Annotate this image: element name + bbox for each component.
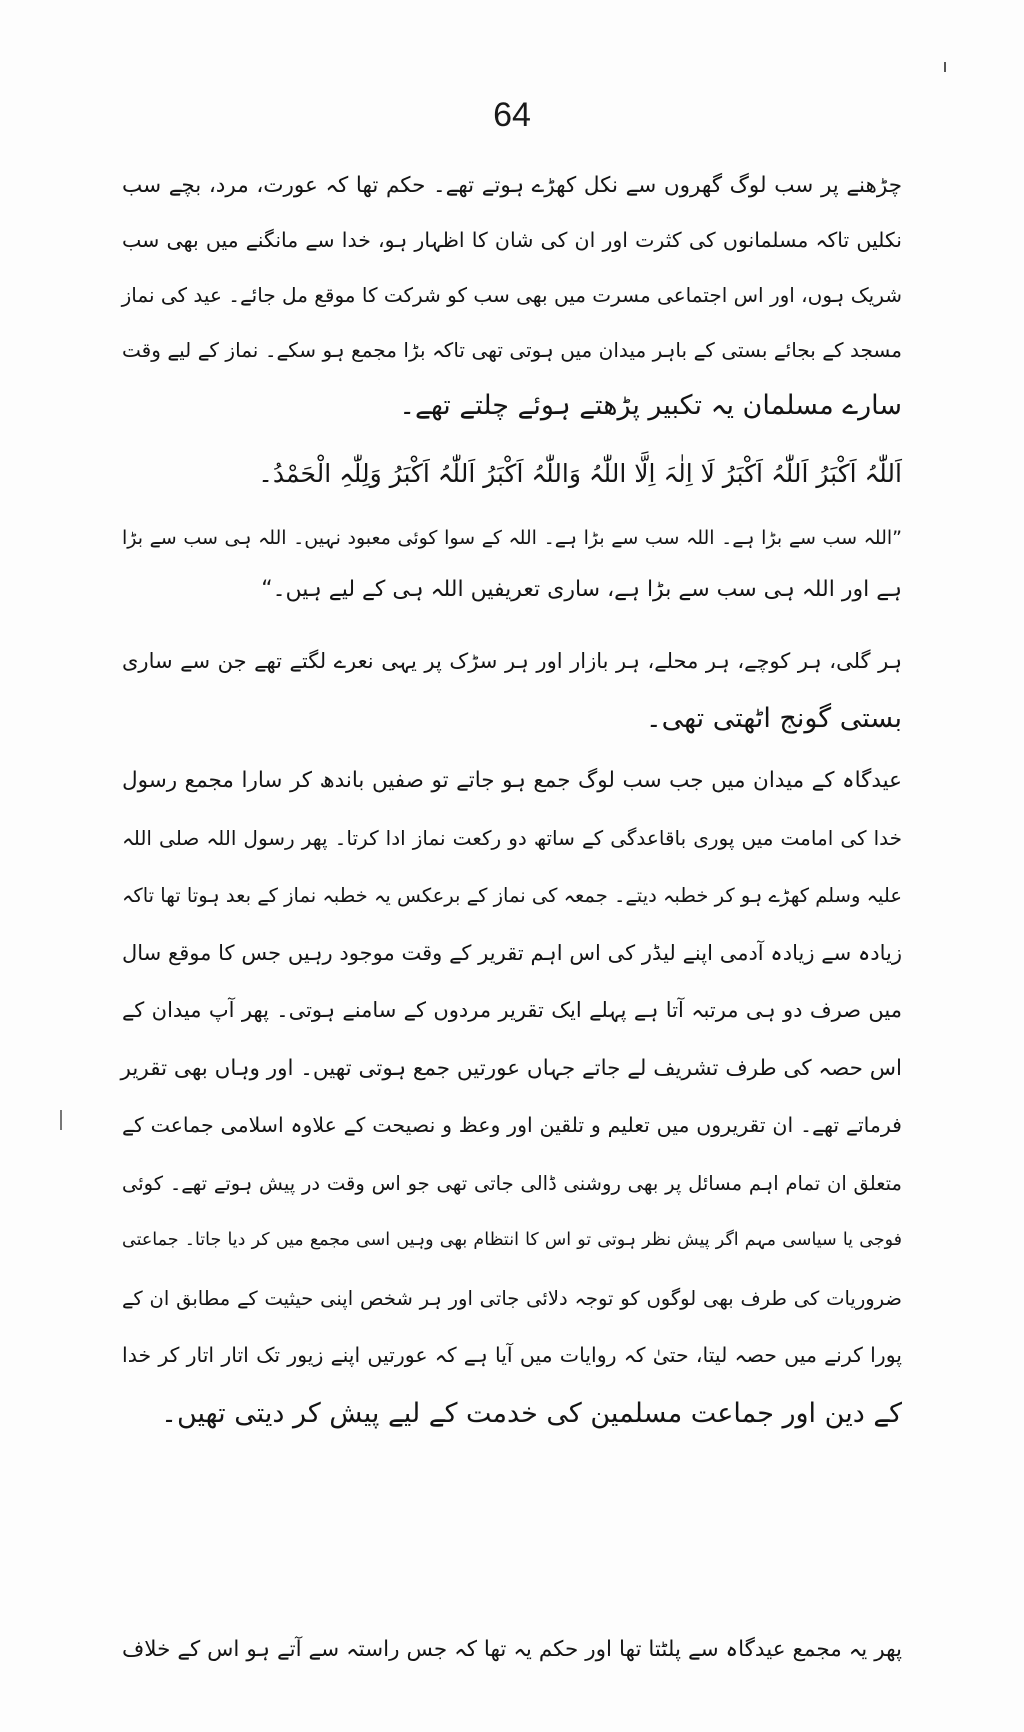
text-line: علیہ وسلم کھڑے ہو کر خطبہ دیتے۔ جمعہ کی نماز کے برعکس یہ خطبہ نماز کے بعد ہوتا تھا تاکہ	[122, 884, 902, 907]
text-line: سارے مسلمان یہ تکبیر پڑھتے ہوئے چلتے تھے۔	[399, 390, 902, 421]
paragraph-1	[122, 158, 902, 433]
text-line: مسجد کے بجائے بستی کے باہر میدان میں ہوتی تھی تاکہ بڑا مجمع ہو سکے۔ نماز کے لیے وقت	[122, 338, 902, 362]
paragraph-2	[122, 632, 902, 748]
takbir-translation	[122, 512, 902, 616]
paragraph-3	[122, 752, 902, 1442]
text-line: پورا کرنے میں حصہ لیتا، حتیٰ کہ روایات میں آیا ہے کہ عورتیں اپنے زیور تک اتار اتار کر خدا	[122, 1343, 902, 1367]
text-line: ہر گلی، ہر کوچے، ہر محلے، ہر بازار اور ہر سڑک پر یہی نعرے لگتے تھے جن سے ساری	[122, 649, 902, 673]
text-line: میں صرف دو ہی مرتبہ آتا ہے پہلے ایک تقریر مردوں کے سامنے ہوتی۔ پھر آپ میدان کے	[122, 998, 902, 1022]
text-line: عیدگاہ کے میدان میں جب سب لوگ جمع ہو جاتے تو صفیں باندھ کر سارا مجمع رسول	[122, 768, 902, 793]
text-line: کے دین اور جماعت مسلمین کی خدمت کے لیے پیش کر دیتی تھیں۔	[161, 1397, 902, 1429]
paragraph-4	[122, 1622, 902, 1677]
text-line: ہے اور اللہ ہی سب سے بڑا ہے، ساری تعریفیں اللہ ہی کے لیے ہیں۔“	[261, 577, 902, 602]
text-line: بستی گونج اٹھتی تھی۔	[645, 703, 902, 734]
text-line: شریک ہوں، اور اس اجتماعی مسرت میں بھی سب کو شرکت کا موقع مل جائے۔ عید کی نماز	[121, 283, 902, 307]
text-line: متعلق ان تمام اہم مسائل پر بھی روشنی ڈالی جاتی تھی جو اس وقت در پیش ہوتے تھے۔ کوئی	[122, 1171, 902, 1195]
text-line: نکلیں تاکہ مسلمانوں کی کثرت اور ان کی شان کا اظہار ہو، خدا سے مانگنے میں بھی سب	[122, 228, 902, 252]
text-line: پھر یہ مجمع عیدگاہ سے پلٹتا تھا اور حکم یہ تھا کہ جس راستہ سے آتے ہو اس کے خلاف	[122, 1637, 902, 1662]
text-line: خدا کی امامت میں پوری باقاعدگی کے ساتھ دو رکعت نماز ادا کرتا۔ پھر رسول اللہ صلی اللہ	[122, 825, 902, 850]
page-number: 64	[493, 96, 531, 134]
text-line: فوجی یا سیاسی مہم اگر پیش نظر ہوتی تو اس کا انتظام بھی وہیں اسی مجمع میں کر دیا جاتا۔ جماعتی	[122, 1230, 902, 1250]
takbir-arabic: اَللّٰہُ اَکْبَرُ اَللّٰہُ اَکْبَرُ لَا اِلٰہَ اِلَّا اللّٰہُ وَاللّٰہُ اَکْبَرُ اَللّٰہُ اَکْبَرُ وَلِلّٰہِ الْحَمْدُ۔	[258, 459, 902, 488]
scan-mark	[944, 62, 946, 72]
scan-mark	[60, 1110, 62, 1130]
text-line: ”اللہ سب سے بڑا ہے۔ اللہ سب سے بڑا ہے۔ اللہ کے سوا کوئی معبود نہیں۔ اللہ ہی سب سے بڑا	[122, 527, 902, 549]
text-line: فرماتے تھے۔ ان تقریروں میں تعلیم و تلقین اور وعظ و نصیحت کے علاوہ اسلامی جماعت کے	[122, 1113, 902, 1137]
text-line: ضروریات کی طرف بھی لوگوں کو توجہ دلائی جاتی اور ہر شخص اپنی حیثیت کے مطابق ان کے	[122, 1286, 902, 1310]
text-line: اس حصہ کی طرف تشریف لے جاتے جہاں عورتیں جمع ہوتی تھیں۔ اور وہاں بھی تقریر	[120, 1055, 902, 1081]
text-line: چڑھنے پر سب لوگ گھروں سے نکل کھڑے ہوتے تھے۔ حکم تھا کہ عورت، مرد، بچے سب	[122, 173, 902, 198]
text-line: زیادہ سے زیادہ آدمی اپنے لیڈر کی اس اہم تقریر کے وقت موجود رہیں جس کا موقع سال	[122, 940, 902, 965]
